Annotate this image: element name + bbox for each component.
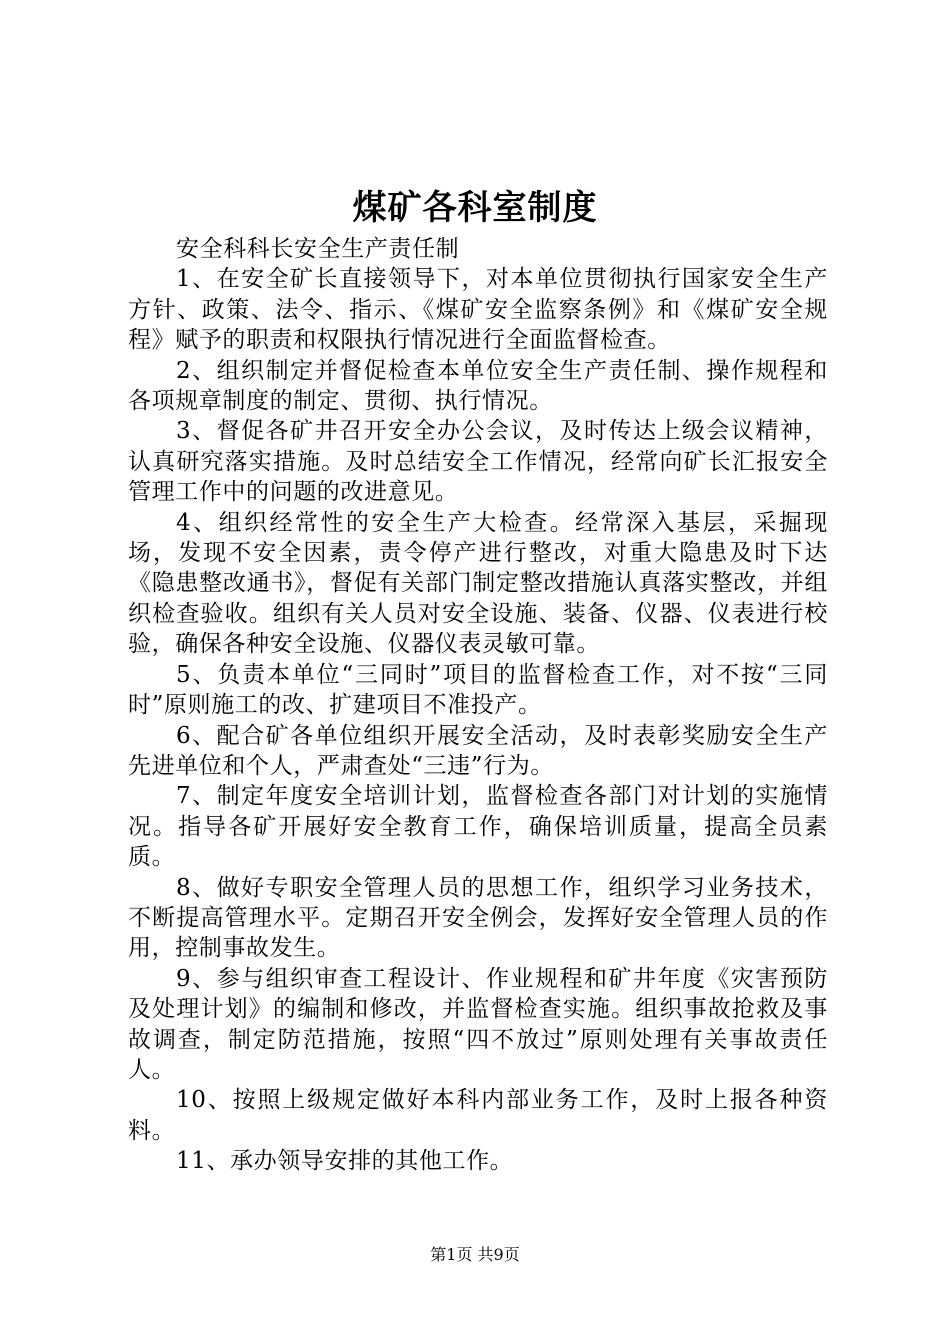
document-title: 煤矿各科室制度 [352, 188, 598, 228]
page-number-footer: 第1页 共9页 [430, 1245, 520, 1264]
paragraph: 10、按照上级规定做好本科内部业务工作，及时上报各种资料。 [128, 1087, 828, 1144]
paragraph: 6、配合矿各单位组织开展安全活动，及时表彰奖励安全生产先进单位和个人，严肃查处“三违”行为。 [128, 722, 828, 779]
paragraph: 5、负责本单位“三同时”项目的监督检查工作，对不按“三同时”原则施工的改、扩建项目不准投产。 [128, 661, 828, 719]
paragraph: 8、做好专职安全管理人员的思想工作，组织学习业务技术，不断提高管理水平。定期召开安全例会，发挥好安全管理人员的作用，控制事故发生。 [128, 874, 828, 962]
paragraph: 11、承办领导安排的其他工作。 [176, 1148, 514, 1175]
paragraph: 7、制定年度安全培训计划，监督检查各部门对计划的实施情况。指导各矿开展好安全教育工作，确保培训质量，提高全员素质。 [128, 783, 828, 871]
paragraph: 3、督促各矿井召开安全办公会议，及时传达上级会议精神，认真研究落实措施。及时总结安全工作情况，经常向矿长汇报安全管理工作中的问题的改进意见。 [128, 418, 828, 506]
paragraph: 2、组织制定并督促检查本单位安全生产责任制、操作规程和各项规章制度的制定、贯彻、执行情况。 [128, 357, 828, 415]
paragraph: 9、参与组织审查工程设计、作业规程和矿井年度《灾害预防及处理计划》的编制和修改，并监督检查实施。组织事故抢救及事故调查，制定防范措施，按照“四不放过”原则处理有关事故责任人。 [128, 965, 828, 1083]
paragraph: 4、组织经常性的安全生产大检查。经常深入基层，采掘现场，发现不安全因素，责令停产进行整改，对重大隐患及时下达《隐患整改通书》，督促有关部门制定整改措施认真落实整改，并组织检查验收。组织有关人员对安全设施、装备、仪器、仪表进行校验，确保各种安全设施、仪器仪表灵敏可靠。 [128, 509, 828, 658]
document-body [128, 234, 828, 1177]
section-heading: 安全科科长安全生产责任制 [176, 236, 460, 262]
paragraph: 1、在安全矿长直接领导下，对本单位贯彻执行国家安全生产方针、政策、法令、指示、《煤矿安全监察条例》和《煤矿安全规程》赋予的职责和权限执行情况进行全面监督检查。 [128, 266, 828, 354]
